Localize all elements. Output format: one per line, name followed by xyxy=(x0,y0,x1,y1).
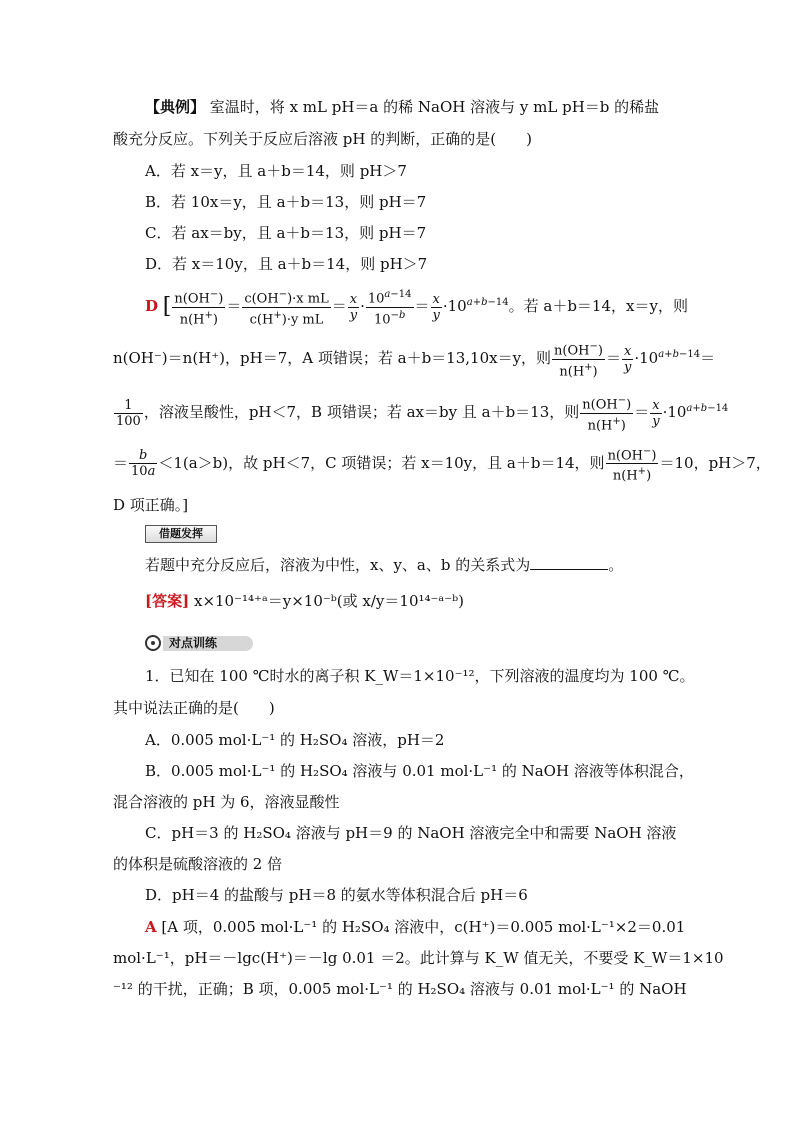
q1-line-1: 1．已知在 100 ℃时水的离子积 K_W＝1×10⁻¹²，下列溶液的温度均为 100 ℃。 xyxy=(145,667,695,685)
solution-line-2: n(OH⁻)＝n(H⁺)，pH＝7，A 项错误；若 a＋b＝13,10x＝y，则 $\frac{n(OH^-)}{n(H^+)}$ ＝ $\frac{x}{y}$ $\cdot 10^{a+b-14}=$ xyxy=(113,341,716,379)
q1-option-d: D．pH＝4 的盐酸与 pH＝8 的氨水等体积混合后 pH＝6 xyxy=(145,886,528,904)
training-tag-label: 对点训练 xyxy=(163,636,253,651)
example-tag: 【典例】 xyxy=(145,98,206,116)
q1-option-b-1: B．0.005 mol·L⁻¹ 的 H₂SO₄ 溶液与 0.01 mol·L⁻¹ 的 NaOH 溶液等体积混合， xyxy=(145,762,694,780)
target-icon xyxy=(145,635,161,651)
solution-text-4: ＜1(a＞b)，故 pH＜7，C 项错误；若 x＝10y，且 a＋b＝14，则 xyxy=(158,453,605,472)
q1-answer: A xyxy=(145,918,157,936)
extension-answer-text: x×10⁻¹⁴⁺ᵃ＝y×10⁻ᵇ(或 x/y＝10¹⁴⁻ᵃ⁻ᵇ) xyxy=(193,592,464,610)
extension-question-end: 。 xyxy=(608,556,624,574)
solution-line-3: $\frac{1}{100}$ ，溶液呈酸性，pH＜7，B 项错误；若 ax＝by 且 a＋b＝13，则 $\frac{n(OH^-)}{n(H^+)}$ ＝ $\frac{x}{y}$ $\cdot 10^{a+b-14}$ xyxy=(116,395,729,433)
q1-answer-text-1: [A 项，0.005 mol·L⁻¹ 的 H₂SO₄ 溶液中，c(H⁺)＝0.005 mol·L⁻¹×2＝0.01 xyxy=(161,918,686,936)
solution-text-1: 。若 a＋b＝14，x＝y，则 xyxy=(508,297,688,315)
example-option-a: A．若 x＝y，且 a＋b＝14，则 pH＞7 xyxy=(145,162,407,180)
extension-tag: 借题发挥 xyxy=(145,525,217,543)
example-option-d: D．若 x＝10y，且 a＋b＝14，则 pH＞7 xyxy=(145,255,428,273)
example-option-b: B．若 10x＝y，且 a＋b＝13，则 pH＝7 xyxy=(145,193,427,211)
extension-answer-tag: [答案] xyxy=(145,592,190,610)
solution-line-5: D 项正确。] xyxy=(113,496,189,514)
q1-line-2: 其中说法正确的是( ) xyxy=(113,699,275,717)
q1-option-c-1: C．pH＝3 的 H₂SO₄ 溶液与 pH＝9 的 NaOH 溶液完全中和需要 NaOH 溶液 xyxy=(145,824,677,842)
q1-answer-line-2: mol·L⁻¹，pH＝－lgc(H⁺)＝－lg 0.01 ＝2。此计算与 K_W 值无关，不要受 K_W＝1×10 xyxy=(113,949,724,967)
example-line-1 xyxy=(145,98,659,116)
example-stem-1: 室温时，将 x mL pH＝a 的稀 NaOH 溶液与 y mL pH＝b 的稀盐 xyxy=(209,98,660,116)
training-tag xyxy=(145,635,255,653)
extension-answer xyxy=(145,592,464,610)
extension-question xyxy=(145,555,623,574)
example-option-c: C．若 ax＝by，且 a＋b＝13，则 pH＝7 xyxy=(145,224,427,242)
solution-line-1: D [ $\frac{n(OH^-)}{n(H^+)}$ ＝ $\frac{c(OH^-)\cdot x mL}{c(H^+)\cdot y mL}$ ＝ $\frac{x}{y}$ · $\frac{10^{a-14}}{10^{-b}}$ ＝ $\frac{x}{y}$ $\cdot 10^{a+b-14}$。若 a＋b＝14，x＝y，则 xyxy=(145,289,688,327)
solution-text-3: ，溶液呈酸性，pH＜7，B 项错误；若 ax＝by 且 a＋b＝13，则 xyxy=(143,403,580,421)
q1-option-c-2: 的体积是硫酸溶液的 2 倍 xyxy=(113,855,283,873)
extension-question-text: 若题中充分反应后，溶液为中性，x、y、a、b 的关系式为 xyxy=(145,556,531,574)
solution-text-2: n(OH⁻)＝n(H⁺)，pH＝7，A 项错误；若 a＋b＝13,10x＝y，则 xyxy=(113,349,552,367)
q1-option-a: A．0.005 mol·L⁻¹ 的 H₂SO₄ 溶液，pH＝2 xyxy=(145,731,445,749)
solution-text-4b: ＝10，pH＞7， xyxy=(659,453,771,472)
q1-answer-line-3: ⁻¹² 的干扰，正确；B 项，0.005 mol·L⁻¹ 的 H₂SO₄ 溶液与 0.01 mol·L⁻¹ 的 NaOH xyxy=(113,980,687,998)
q1-option-b-2: 混合溶液的 pH 为 6，溶液显酸性 xyxy=(113,793,340,811)
example-stem-2: 酸充分反应。下列关于反应后溶液 pH 的判断，正确的是( ) xyxy=(113,130,532,148)
answer-blank xyxy=(530,555,608,570)
example-answer: D xyxy=(145,297,159,315)
q1-answer-line-1 xyxy=(145,918,685,936)
solution-line-4: ＝ $\frac{b}{10a}$ ＜1(a＞b)，故 pH＜7，C 项错误；若 x＝10y，且 a＋b＝14，则 $\frac{n(OH^-)}{n(H^+)}$ ＝10，pH＞7， xyxy=(113,446,771,484)
